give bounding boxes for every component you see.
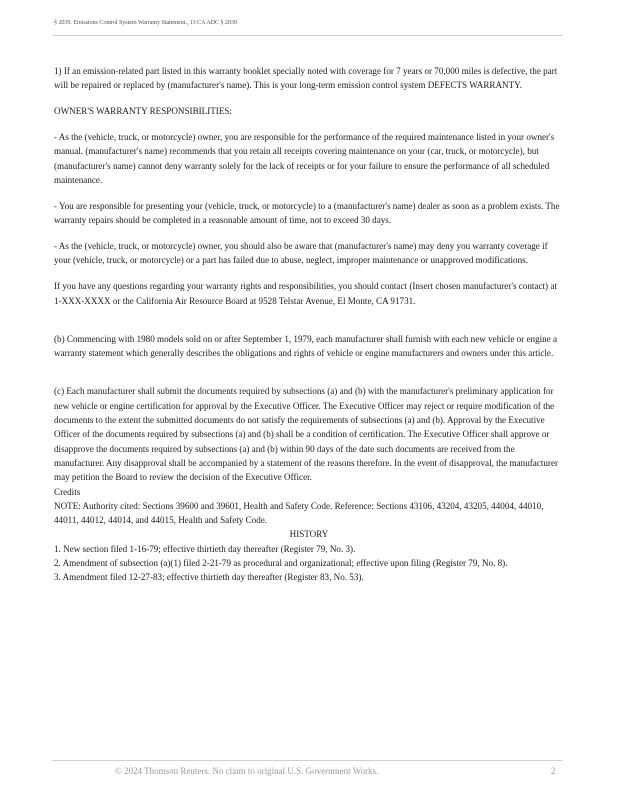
paragraph-long-term-defects-warranty: 1) If an emission-related part listed in this warranty booklet specially noted with coverage for 7 years or 70,000 miles is defective, the part will be repaired or replaced by (manufacturer's name). This is your long-term emission control system DEFECTS WARRANTY. — [54, 66, 558, 91]
footer-divider — [52, 760, 562, 761]
history-entry: 2. Amendment of subsection (a)(1) filed 2-21-79 as procedural and organizational; effective upon filing (Register 79, No. 8). — [54, 557, 508, 568]
credits-label: Credits — [54, 486, 81, 497]
paragraph-contact-info: If you have any questions regarding your warranty rights and responsibilities, you should contact (Insert chosen manufacturer's contact) at 1-XXX-XXXX or the California Air Resource Board at 9528 Telstar Avenue, El Monte, CA 91731. — [54, 281, 557, 306]
document-body — [54, 64, 564, 585]
history-entry: 1. New section filed 1-16-79; effective thirtieth day thereafter (Register 79, No. 3). — [54, 543, 356, 554]
paragraph-subsection-b: (b) Commencing with 1980 models sold on or after September 1, 1979, each manufacturer shall furnish with each new vehicle or engine a warranty statement which generally describes the obligations and rights of vehicle or engine manufacturers and owners under this article. — [54, 333, 558, 359]
paragraph-subsection-c: (c) Each manufacturer shall submit the documents required by subsections (a) and (b) with the manufacturer's preliminary application for new vehicle or engine certification for approval by the Executive Officer. The Executive Officer may reject or require modification of the documents to the extent the submitted documents do not satisfy the requirements of subsections (a) and (b). Approval by the Executive Officer of the documents required by subsections (a) and (b) shall be a condition of certification. The Executive Officer shall approve or disapprove the documents required by subsections (a) and (b) within 90 days of the date such documents are received from the manufacturer. Any disapproval shall be accompanied by a statement of the reasons therefore. In the event of disapproval, the manufacturer may petition the Board to review the decision of the Executive Officer. — [54, 386, 559, 483]
paragraph-owner-denial-awareness: - As the (vehicle, truck, or motorcycle) owner, you should also be aware that (manufacturer's name) may deny you warranty coverage if your (vehicle, truck, or motorcycle) or a part has failed due to abuse, neglect, improper maintenance or unapproved modifications. — [54, 241, 548, 266]
page-number: 2 — [551, 766, 556, 776]
credits-note: NOTE: Authority cited: Sections 39600 and 39601, Health and Safety Code. Reference: Sections 43106, 43204, 43205, 44004, 44010, 44011, 44012, 44014, and 44015, Health and Safety Code. — [54, 500, 544, 526]
footer-copyright: © 2024 Thomson Reuters. No claim to original U.S. Government Works. — [115, 766, 379, 776]
owner-responsibilities-heading: OWNER'S WARRANTY RESPONSIBILITIES: — [54, 106, 232, 117]
header-divider — [52, 35, 562, 36]
paragraph-owner-maintenance: - As the (vehicle, truck, or motorcycle) owner, you are responsible for the performance of the required maintenance listed in your owner's manual. (manufacturer's name) recommends that you retain all receipts covering maintenance on your (car, truck, or motorcycle), but (manufacturer's name) cannot deny warranty solely for the lack of receipts or for your failure to ensure the performance of all scheduled maintenance. — [54, 132, 555, 185]
history-entry: 3. Amendment filed 12-27-83; effective thirtieth day thereafter (Register 83, No. 53). — [54, 572, 364, 583]
history-heading: HISTORY — [289, 529, 329, 540]
running-header: § 2039. Emissions Control System Warranty Statement., 13 CA ADC § 2039 — [54, 19, 237, 26]
paragraph-owner-presenting-vehicle: - You are responsible for presenting your (vehicle, truck, or motorcycle) to a (manufacturer's name) dealer as soon as a problem exists. The warranty repairs should be completed in a reasonable amount of time, not to exceed 30 days. — [54, 200, 560, 226]
